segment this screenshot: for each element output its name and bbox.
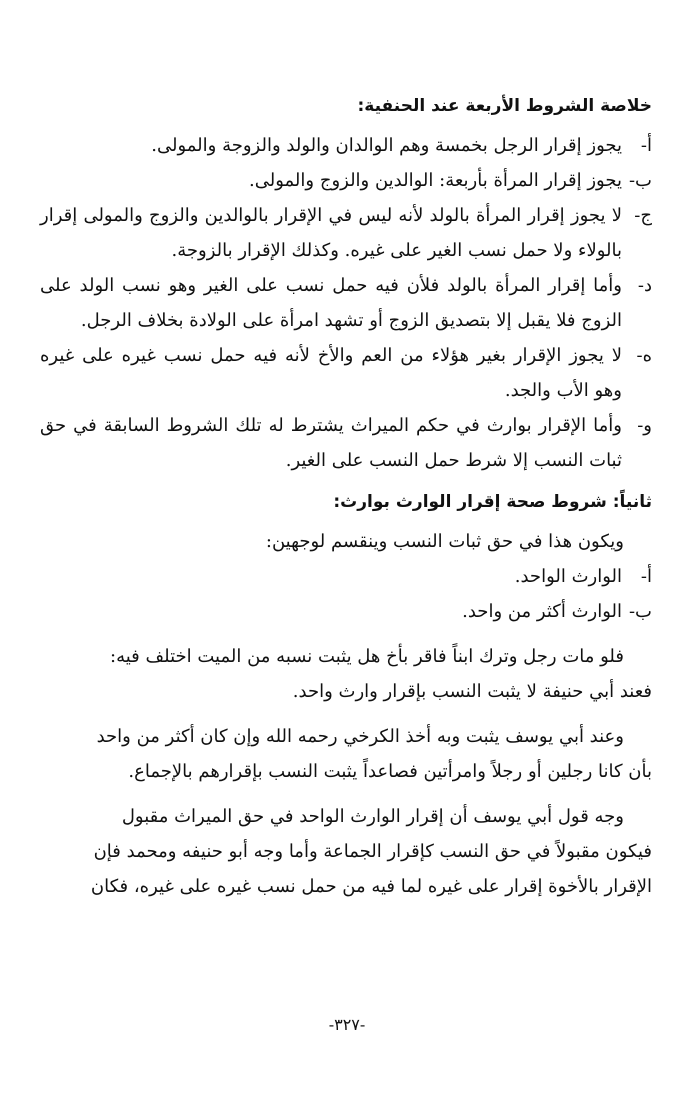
list-marker: ه- [636, 345, 652, 366]
paragraph-line: فلو مات رجل وترك ابناً فاقر بأخ هل يثبت نسبه من الميت اختلف فيه: [110, 646, 624, 667]
paragraph-line: فيكون مقبولاً في حق النسب كإقرار الجماعة وأما وجه أبو حنيفه ومحمد فإن [93, 841, 652, 862]
list-marker: ج- [634, 205, 652, 226]
list-marker: ب- [628, 170, 652, 191]
list-item-text: يجوز إقرار الرجل بخمسة وهم الوالدان والولد والزوجة والمولى. [151, 135, 622, 156]
list-item [40, 559, 652, 594]
list-item [40, 198, 652, 268]
list-item [40, 268, 652, 338]
list-marker: ب- [628, 601, 652, 622]
list-item-text: الوارث أكثر من واحد. [462, 601, 622, 622]
list-item-text: وأما الإقرار بوارث في حكم الميراث يشترط له تلك الشروط السابقة في حق ثبات النسب إلا شرط حمل النسب على الغير. [40, 415, 622, 471]
paragraph-line: وجه قول أبي يوسف أن إقرار الوارث الواحد في حق الميراث مقبول [121, 806, 624, 827]
list-item-text: لا يجوز إقرار المرأة بالولد لأنه ليس في الإقرار بالوالدين والزوج والمولى إقرار بالولاء ولا حمل نسب الغير على غيره. وكذلك الإقرار بالزوجة. [40, 205, 622, 261]
section-heir-acknowledgment [40, 488, 652, 904]
intro-paragraph: ويكون هذا في حق ثبات النسب وينقسم لوجهين: [265, 531, 624, 552]
list-marker: أ- [640, 135, 652, 156]
list-item-text: يجوز إقرار المرأة بأربعة: الوالدين والزوج والمولى. [249, 170, 622, 191]
list-marker: د- [637, 275, 652, 296]
paragraph-line: بأن كانا رجلين أو رجلاً وامرأتين فصاعداً يثبت النسب بإقرارهم بالإجماع. [128, 761, 652, 782]
section-conditions-summary [40, 92, 652, 478]
list-item [40, 594, 652, 629]
list-marker: و- [637, 415, 652, 436]
list-item-text: لا يجوز الإقرار بغير هؤلاء من العم والأخ لأنه فيه حمل نسب غيره على غيره وهو الأب والجد. [40, 345, 622, 401]
section-heading: ثانياً: شروط صحة إقرار الوارث بوارث: [333, 492, 652, 512]
list-item-text: الوارث الواحد. [514, 566, 622, 587]
body-paragraph [40, 719, 652, 789]
list-marker: أ- [640, 566, 652, 587]
body-paragraph [40, 799, 652, 904]
list-item [40, 128, 652, 163]
list-item [40, 338, 652, 408]
list-item [40, 408, 652, 478]
page-number: -٣٢٧- [328, 1015, 366, 1034]
list-item-text: وأما إقرار المرأة بالولد فلأن فيه حمل نسب على الغير وهو نسب الولد على الزوج فلا يقبل إلا بتصديق الزوج أو تشهد امرأة على الولادة بخلاف الرجل. [40, 275, 622, 331]
section-heading: خلاصة الشروط الأربعة عند الحنفية: [357, 96, 652, 116]
paragraph-line: وعند أبي يوسف يثبت وبه أخذ الكرخي رحمه الله وإن كان أكثر من واحد [96, 726, 624, 747]
paragraph-line: الإقرار بالأخوة إقرار على غيره لما فيه من حمل نسب غيره على غيره، فكان [90, 876, 652, 897]
body-paragraph [40, 639, 652, 709]
list-item [40, 163, 652, 198]
paragraph-line: فعند أبي حنيفة لا يثبت النسب بإقرار وارث واحد. [292, 681, 652, 702]
